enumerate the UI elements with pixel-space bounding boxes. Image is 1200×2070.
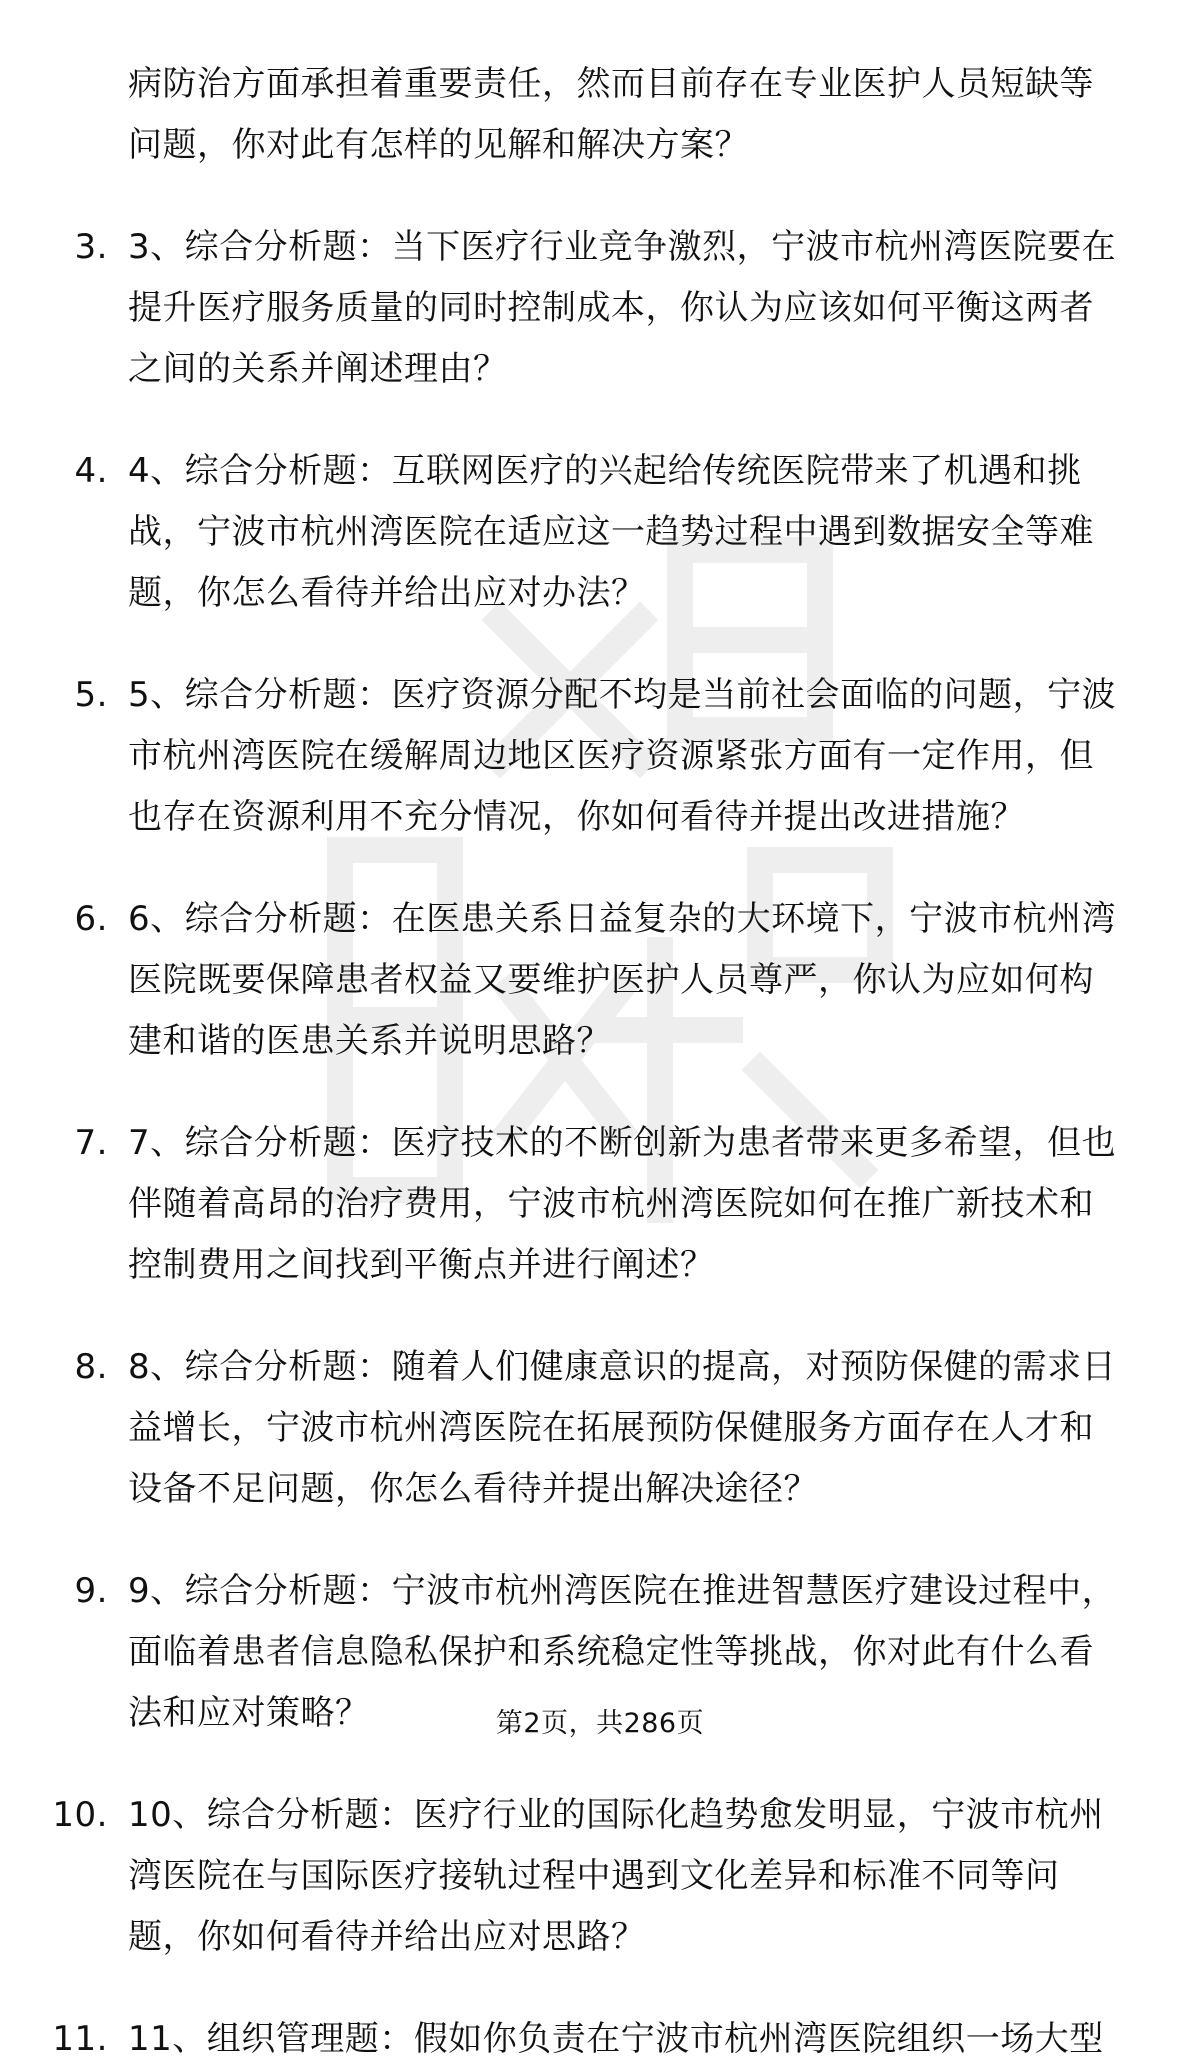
question-number: 5. [74, 675, 108, 715]
question-number: 7. [74, 1123, 108, 1163]
question-item [74, 217, 1158, 400]
question-text: 6、综合分析题：在医患关系日益复杂的大环境下，宁波市杭州湾 医院既要保障患者权益又要维护医护人员尊严，你认为应如何构 建和谐的医患关系并说明思路？ [128, 899, 1117, 1061]
question-text: 5、综合分析题：医疗资源分配不均是当前社会面临的问题，宁波 市杭州湾医院在缓解周边地区医疗资源紧张方面有一定作用，但 也存在资源利用不充分情况，你如何看待并提出改进措施？ [128, 675, 1117, 837]
question-number: 10. [52, 1795, 108, 1835]
question-number: 11. [52, 2019, 108, 2059]
question-number: 4. [74, 451, 108, 491]
question-item [74, 889, 1158, 1072]
question-continuation [128, 54, 1158, 176]
question-text: 病防治方面承担着重要责任，然而目前存在专业医护人员短缺等 问题，你对此有怎样的见解和解决方案？ [128, 64, 1094, 165]
question-item [74, 1113, 1158, 1296]
question-number: 3. [74, 227, 108, 267]
question-text: 8、综合分析题：随着人们健康意识的提高，对预防保健的需求日 益增长，宁波市杭州湾医院在拓展预防保健服务方面存在人才和 设备不足问题，你怎么看待并提出解决途径？ [128, 1347, 1117, 1509]
question-item [52, 1785, 1158, 1968]
question-item [52, 2009, 1158, 2070]
question-item [74, 441, 1158, 624]
question-text: 3、综合分析题：当下医疗行业竞争激烈，宁波市杭州湾医院要在 提升医疗服务质量的同时控制成本，你认为应该如何平衡这两者 之间的关系并阐述理由？ [128, 227, 1117, 389]
page-number-footer: 第2页，共286页 [495, 1708, 705, 1739]
question-text: 7、综合分析题：医疗技术的不断创新为患者带来更多希望，但也 伴随着高昂的治疗费用，宁波市杭州湾医院如何在推广新技术和 控制费用之间找到平衡点并进行阐述？ [128, 1123, 1117, 1285]
question-text: 10、综合分析题：医疗行业的国际化趋势愈发明显，宁波市杭州 湾医院在与国际医疗接轨过程中遇到文化差异和标准不同等问 题，你如何看待并给出应对思路？ [128, 1795, 1104, 1957]
question-list [0, 54, 1200, 2070]
question-item [74, 1337, 1158, 1520]
question-item [74, 665, 1158, 848]
question-text: 4、综合分析题：互联网医疗的兴起给传统医院带来了机遇和挑 战，宁波市杭州湾医院在适应这一趋势过程中遇到数据安全等难 题，你怎么看待并给出应对办法？ [128, 451, 1094, 613]
question-text: 9、综合分析题：宁波市杭州湾医院在推进智慧医疗建设过程中， 面临着患者信息隐私保护和系统稳定性等挑战，你对此有什么看 法和应对策略？ [128, 1571, 1117, 1733]
question-text: 11、组织管理题：假如你负责在宁波市杭州湾医院组织一场大型 [128, 2019, 1104, 2059]
question-number: 6. [74, 899, 108, 939]
question-number: 8. [74, 1347, 108, 1387]
question-number: 9. [74, 1571, 108, 1611]
